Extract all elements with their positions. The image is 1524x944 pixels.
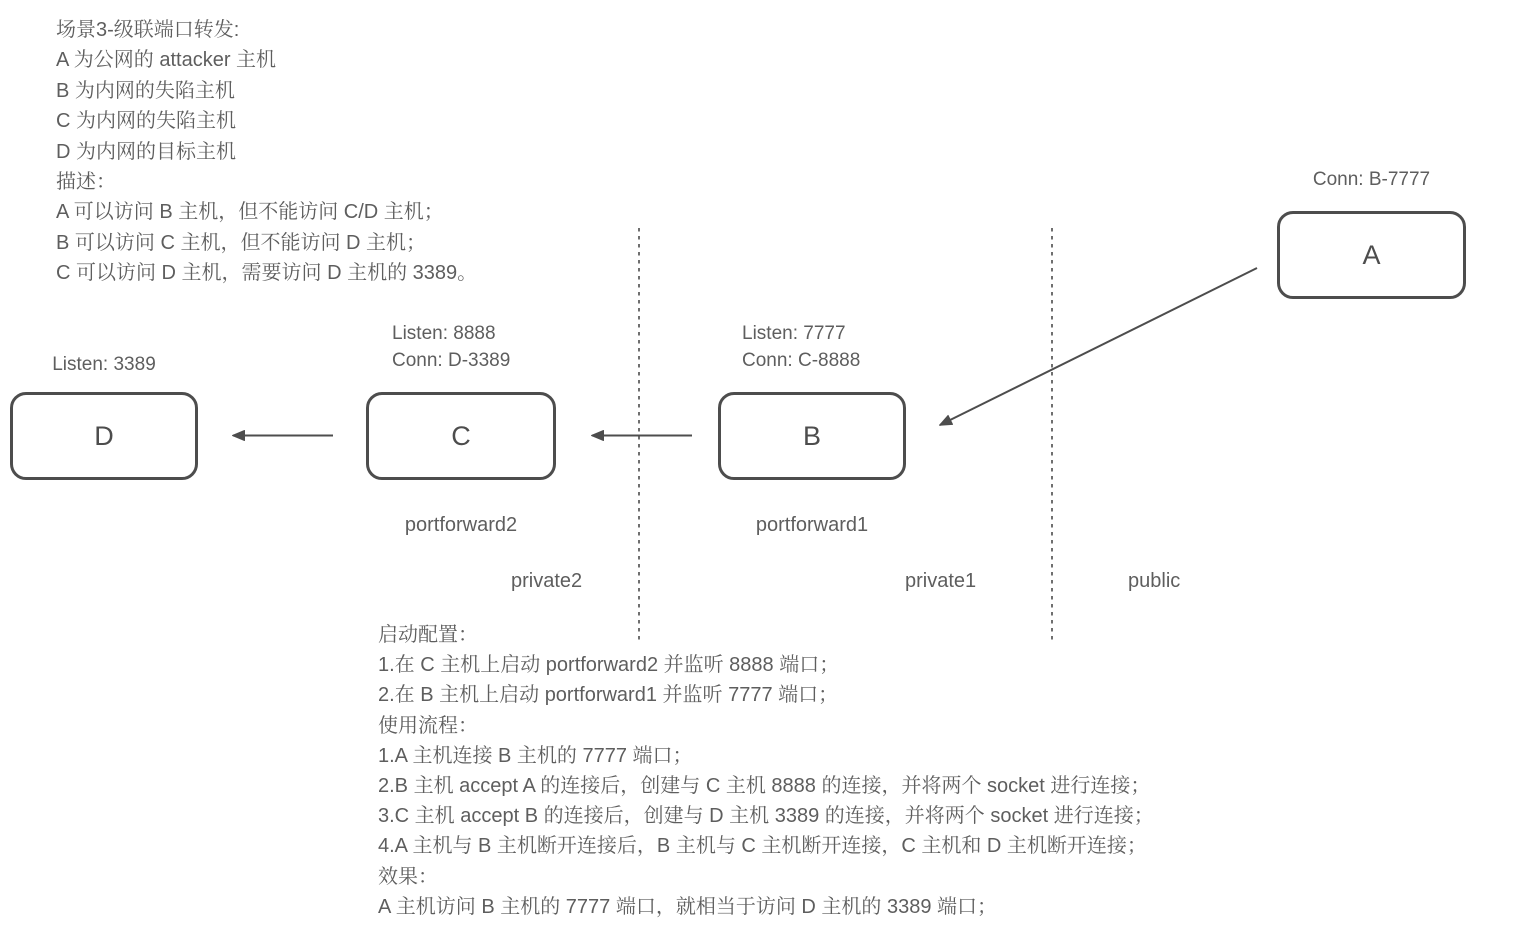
node-c-conn-label: Conn: D-3389 — [392, 350, 511, 371]
node-c-program-label: portforward2 — [404, 514, 518, 536]
node-c-box — [366, 392, 556, 480]
scenario-note-line: 场景3-级联端口转发: — [56, 19, 240, 41]
node-d-label: D — [94, 420, 114, 451]
instruction-line: A 主机访问 B 主机的 7777 端口，就相当于访问 D 主机的 3389 端口； — [378, 895, 998, 918]
instruction-line: 2.B 主机 accept A 的连接后，创建与 C 主机 8888 的连接，并将两个 socket 进行连接； — [378, 775, 1151, 798]
node-c-listen-label: Listen: 8888 — [392, 323, 496, 344]
instruction-line: 1.A 主机连接 B 主机的 7777 端口； — [378, 744, 693, 767]
node-b-program-label: portforward1 — [755, 514, 869, 536]
node-c-label: C — [451, 420, 471, 451]
node-b-annotation — [742, 320, 860, 374]
node-a-annotation: Conn: B-7777 — [1312, 169, 1431, 190]
scenario-note-line: C 可以访问 D 主机，需要访问 D 主机的 3389。 — [56, 262, 478, 285]
instruction-notes — [378, 620, 1154, 922]
node-b-listen-label: Listen: 7777 — [742, 323, 846, 344]
instruction-line: 使用流程： — [378, 714, 478, 737]
node-c-annotation — [392, 320, 510, 374]
scenario-note-line: C 为内网的失陷主机 — [56, 110, 236, 133]
scenario-note-line: D 为内网的目标主机 — [56, 140, 236, 163]
node-b-box — [718, 392, 906, 480]
scenario-note-line: A 可以访问 B 主机，但不能访问 C/D 主机； — [56, 201, 444, 224]
node-d-box — [10, 392, 198, 480]
node-b-label: B — [802, 420, 821, 451]
instruction-line: 2.在 B 主机上启动 portforward1 并监听 7777 端口； — [378, 684, 839, 707]
scenario-note-line: 描述： — [56, 171, 116, 194]
scenario-note-line: B 可以访问 C 主机，但不能访问 D 主机； — [56, 231, 427, 254]
scenario-note-line: A 为公网的 attacker 主机 — [56, 49, 277, 72]
zone-label-private2: private2 — [511, 570, 583, 592]
node-a-box — [1277, 211, 1466, 299]
arrow-a-to-b — [940, 268, 1257, 425]
instruction-line: 3.C 主机 accept B 的连接后，创建与 D 主机 3389 的连接，并将两个 socket 进行连接； — [378, 805, 1154, 828]
instruction-line: 启动配置： — [378, 624, 478, 646]
node-b-conn-label: Conn: C-8888 — [742, 350, 861, 371]
node-a-label: A — [1362, 239, 1381, 270]
zone-label-private1: private1 — [905, 570, 977, 592]
instruction-line: 效果： — [378, 865, 438, 888]
scenario-note-line: B 为内网的失陷主机 — [56, 79, 235, 102]
instruction-line: 1.在 C 主机上启动 portforward2 并监听 8888 端口； — [378, 654, 840, 677]
zone-label-public: public — [1128, 570, 1181, 592]
instruction-line: 4.A 主机与 B 主机断开连接后，B 主机与 C 主机断开连接，C 主机和 D 主机断开连接； — [378, 835, 1147, 858]
node-d-annotation: Listen: 3389 — [52, 354, 156, 375]
